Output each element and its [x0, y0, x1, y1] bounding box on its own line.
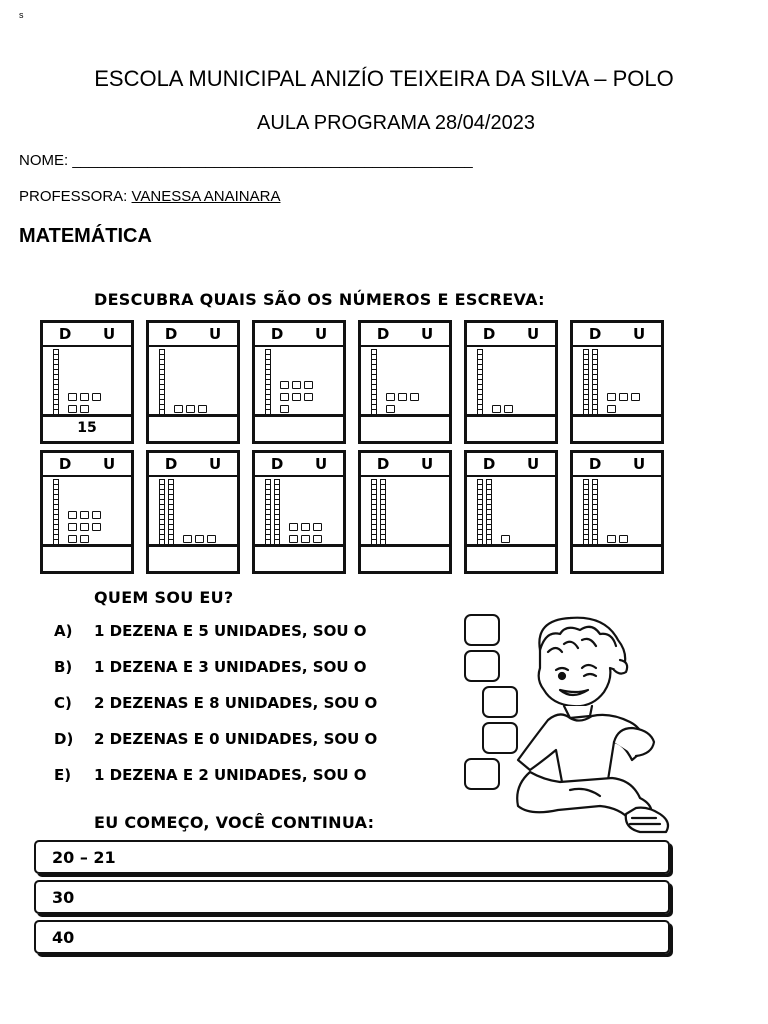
answer-box[interactable]: [464, 650, 500, 682]
unit-cube: [304, 381, 313, 389]
card-blocks: [149, 475, 237, 549]
unit-cube: [80, 535, 89, 543]
card-blocks: [361, 475, 449, 549]
place-value-card: [358, 450, 452, 574]
place-value-card: [40, 450, 134, 574]
units-label: U: [314, 455, 328, 473]
card-header: [467, 323, 555, 347]
card-header: [361, 453, 449, 477]
school-name: ESCOLA MUNICIPAL ANIZÍO TEIXEIRA DA SILVA – POLO: [94, 66, 674, 91]
card-header: [361, 323, 449, 347]
tens-rod: [53, 349, 59, 415]
sequence-start: 20 – 21: [52, 848, 116, 867]
tens-rod: [371, 349, 377, 415]
unit-cube: [386, 393, 395, 401]
tens-rod: [583, 349, 589, 415]
unit-cube: [174, 405, 183, 413]
unit-cube: [619, 393, 628, 401]
place-value-card: [358, 320, 452, 444]
tens-rod: [477, 479, 483, 545]
answer-box[interactable]: [149, 414, 237, 441]
exercise3-title: EU COMEÇO, VOCÊ CONTINUA:: [94, 813, 375, 832]
question-letter: E): [54, 766, 72, 784]
subject-title: MATEMÁTICA: [19, 225, 152, 247]
place-value-card: [40, 320, 134, 444]
tens-rod: [371, 479, 377, 545]
units-label: U: [102, 325, 116, 343]
units-label: U: [314, 325, 328, 343]
unit-cube: [68, 535, 77, 543]
unit-cube: [313, 523, 322, 531]
question-text: 1 DEZENA E 5 UNIDADES, SOU O: [94, 622, 367, 640]
unit-cube: [80, 405, 89, 413]
units-label: U: [632, 455, 646, 473]
units-label: U: [102, 455, 116, 473]
card-header: [573, 453, 661, 477]
place-value-card: [252, 450, 346, 574]
question-text: 2 DEZENAS E 8 UNIDADES, SOU O: [94, 694, 378, 712]
unit-cube: [292, 393, 301, 401]
place-value-card: [464, 320, 558, 444]
unit-cube: [292, 381, 301, 389]
answer-box[interactable]: [43, 544, 131, 571]
teacher-label: PROFESSORA:: [19, 188, 132, 205]
card-header: [43, 323, 131, 347]
tens-rod: [265, 479, 271, 545]
answer-box[interactable]: [573, 544, 661, 571]
tens-label: D: [164, 455, 178, 473]
card-header: [43, 453, 131, 477]
unit-cube: [631, 393, 640, 401]
unit-cube: [607, 393, 616, 401]
tens-rod: [477, 349, 483, 415]
question-row: [54, 766, 367, 784]
unit-cube: [607, 535, 616, 543]
answer-box[interactable]: [467, 414, 555, 441]
exercise2-title: QUEM SOU EU?: [94, 588, 234, 607]
card-blocks: [255, 345, 343, 419]
unit-cube: [92, 511, 101, 519]
unit-cube: [301, 523, 310, 531]
sequence-start: 40: [52, 928, 75, 947]
unit-cube: [398, 393, 407, 401]
question-text: 2 DEZENAS E 0 UNIDADES, SOU O: [94, 730, 378, 748]
unit-cube: [80, 393, 89, 401]
unit-cube: [92, 393, 101, 401]
question-letter: B): [54, 658, 73, 676]
corner-mark: s: [19, 10, 24, 20]
question-text: 1 DEZENA E 2 UNIDADES, SOU O: [94, 766, 367, 784]
unit-cube: [207, 535, 216, 543]
tens-rod: [592, 349, 598, 415]
boy-illustration: [500, 610, 680, 840]
answer-box[interactable]: [464, 758, 500, 790]
tens-rod: [583, 479, 589, 545]
tens-rod: [53, 479, 59, 545]
unit-cube: [289, 523, 298, 531]
place-value-card: [464, 450, 558, 574]
unit-cube: [386, 405, 395, 413]
unit-cube: [289, 535, 298, 543]
unit-cube: [501, 535, 510, 543]
unit-cube: [504, 405, 513, 413]
answer-box[interactable]: [149, 544, 237, 571]
teacher-name: VANESSA ANAINARA: [131, 188, 281, 205]
unit-cube: [80, 523, 89, 531]
units-label: U: [526, 455, 540, 473]
card-header: [255, 323, 343, 347]
unit-cube: [183, 535, 192, 543]
card-blocks: [255, 475, 343, 549]
sequence-row[interactable]: [34, 840, 670, 874]
unit-cube: [68, 523, 77, 531]
tens-rod: [159, 349, 165, 415]
card-blocks: [467, 345, 555, 419]
tens-rod: [274, 479, 280, 545]
tens-rod: [486, 479, 492, 545]
worksheet: [30, 270, 680, 970]
tens-rod: [265, 349, 271, 415]
unit-cube: [619, 535, 628, 543]
answer-box[interactable]: [361, 544, 449, 571]
tens-label: D: [164, 325, 178, 343]
unit-cube: [313, 535, 322, 543]
place-value-card: [252, 320, 346, 444]
unit-cube: [607, 405, 616, 413]
tens-label: D: [482, 455, 496, 473]
place-value-card: [570, 450, 664, 574]
card-blocks: [573, 345, 661, 419]
question-letter: D): [54, 730, 74, 748]
card-header: [467, 453, 555, 477]
units-label: U: [420, 325, 434, 343]
units-label: U: [208, 455, 222, 473]
question-letter: A): [54, 622, 73, 640]
sequence-row[interactable]: [34, 880, 670, 914]
answer-box[interactable]: 15: [43, 414, 131, 441]
unit-cube: [68, 393, 77, 401]
tens-label: D: [376, 325, 390, 343]
answer-box[interactable]: [467, 544, 555, 571]
tens-label: D: [270, 325, 284, 343]
card-blocks: [149, 345, 237, 419]
card-header: [149, 453, 237, 477]
place-value-card: [570, 320, 664, 444]
tens-rod: [380, 479, 386, 545]
tens-label: D: [376, 455, 390, 473]
unit-cube: [198, 405, 207, 413]
place-value-card: [146, 320, 240, 444]
unit-cube: [80, 511, 89, 519]
tens-label: D: [588, 455, 602, 473]
answer-box[interactable]: [573, 414, 661, 441]
lesson-date: AULA PROGRAMA 28/04/2023: [257, 112, 535, 134]
teacher-line: [19, 188, 280, 205]
answer-box[interactable]: [464, 614, 500, 646]
unit-cube: [186, 405, 195, 413]
unit-cube: [410, 393, 419, 401]
question-row: [54, 622, 367, 640]
tens-label: D: [58, 455, 72, 473]
unit-cube: [195, 535, 204, 543]
unit-cube: [280, 381, 289, 389]
tens-rod: [168, 479, 174, 545]
exercise1-title: DESCUBRA QUAIS SÃO OS NÚMEROS E ESCREVA:: [94, 290, 545, 309]
unit-cube: [68, 511, 77, 519]
answer-box[interactable]: [255, 414, 343, 441]
units-label: U: [420, 455, 434, 473]
units-label: U: [526, 325, 540, 343]
unit-cube: [68, 405, 77, 413]
unit-cube: [492, 405, 501, 413]
unit-cube: [280, 393, 289, 401]
card-blocks: [467, 475, 555, 549]
unit-cube: [304, 393, 313, 401]
card-blocks: [361, 345, 449, 419]
unit-cube: [301, 535, 310, 543]
card-header: [255, 453, 343, 477]
unit-cube: [280, 405, 289, 413]
tens-rod: [159, 479, 165, 545]
student-name-field: NOME: ________________________________________________: [19, 152, 473, 169]
question-row: [54, 658, 367, 676]
question-text: 1 DEZENA E 3 UNIDADES, SOU O: [94, 658, 367, 676]
question-letter: C): [54, 694, 72, 712]
question-row: [54, 694, 377, 712]
card-header: [573, 323, 661, 347]
card-header: [149, 323, 237, 347]
tens-rod: [592, 479, 598, 545]
answer-box[interactable]: [361, 414, 449, 441]
card-blocks: [43, 345, 131, 419]
units-label: U: [208, 325, 222, 343]
tens-label: D: [270, 455, 284, 473]
tens-label: D: [588, 325, 602, 343]
tens-label: D: [58, 325, 72, 343]
unit-cube: [92, 523, 101, 531]
units-label: U: [632, 325, 646, 343]
answer-box[interactable]: [255, 544, 343, 571]
card-blocks: [43, 475, 131, 549]
tens-label: D: [482, 325, 496, 343]
sequence-row[interactable]: [34, 920, 670, 954]
card-blocks: [573, 475, 661, 549]
sequence-start: 30: [52, 888, 75, 907]
place-value-card: [146, 450, 240, 574]
question-row: [54, 730, 377, 748]
